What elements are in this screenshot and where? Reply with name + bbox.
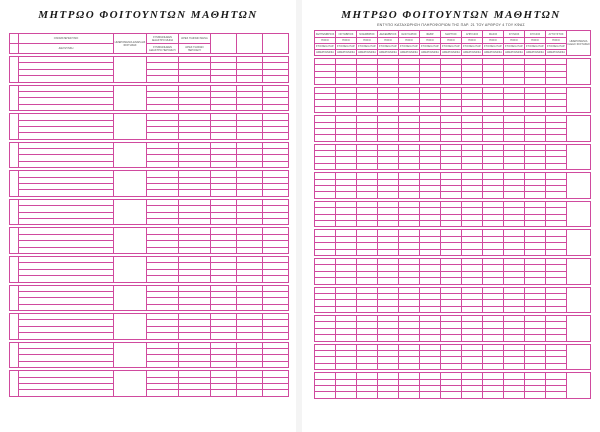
month-sub-details: ΣΤΟΙΧΕΙΑ ΠΑΡ. [462, 45, 482, 48]
month-sub-details: ΣΤΟΙΧΕΙΑ ΠΑΡ. [336, 45, 356, 48]
month-sub-details: ΣΤΟΙΧΕΙΑ ΠΑΡ. [504, 45, 524, 48]
right-register-body [315, 56, 591, 399]
entry-cell[interactable] [114, 85, 147, 111]
month-sub-date: ΗΜΕΡΟΜΗΝΙΑ [421, 51, 439, 54]
payment-cell[interactable] [441, 392, 462, 398]
month-header: ΙΑΝΟΥΑΡΙΟΣ [399, 31, 420, 38]
entry-cell[interactable] [114, 199, 147, 225]
col-header-end-date: ΗΜΕΡΟΜΗΝΙΑ ΛΗΞΗΣ ΦΟΙΤΗΣΗΣ [567, 31, 591, 56]
col-header-blank-3 [263, 34, 289, 54]
month-header: ΟΚΤΩΒΡΙΟΣ [336, 31, 357, 38]
end-date-cell[interactable] [567, 316, 591, 342]
month-sub-amount: ΠΟΣΟ [399, 38, 420, 44]
right-register-head [315, 31, 591, 56]
end-date-cell[interactable] [567, 173, 591, 199]
month-sub-amount: ΠΟΣΟ [315, 38, 336, 44]
payment-cell[interactable] [315, 392, 336, 398]
col-header-lessons-month: ΩΡΕΣ ΓΙΑΦΙΩΝ ΜΗΝΑ [179, 34, 211, 44]
month-sub-date: ΗΜΕΡΟΜΗΝΙΑ [358, 51, 376, 54]
month-sub-amount: ΠΟΣΟ [504, 38, 525, 44]
col-header-aa [10, 34, 19, 44]
month-sub-amount: ΠΟΣΟ [546, 38, 567, 44]
col-header-agreed-month: ΣΥΜΦΩΝΗΘΕΝ ΔΙΔΑΚΤΡΟ ΜΗΝΑ [147, 34, 179, 44]
entry-cell[interactable] [211, 390, 237, 396]
month-header: ΔΕΚΕΜΒΡΙΟΣ [378, 31, 399, 38]
month-header: ΜΑΙΟΣ [483, 31, 504, 38]
col-subheader-lessons-period: ΩΡΕΣ ΓΙΑΦΙΩΝ ΠΕΡΙΟΔΟΥ [179, 44, 211, 54]
month-sub-date: ΗΜΕΡΟΜΗΝΙΑ [337, 51, 355, 54]
entry-cell[interactable] [114, 285, 147, 311]
record-number-cell[interactable] [10, 171, 19, 197]
month-header: ΑΥΓΟΥΣΤΟΣ [546, 31, 567, 38]
end-date-cell[interactable] [567, 344, 591, 370]
month-sub-date: ΗΜΕΡΟΜΗΝΙΑ [484, 51, 502, 54]
record-number-cell[interactable] [10, 85, 19, 111]
col-header-blank-2 [237, 34, 263, 54]
entry-cell[interactable] [237, 390, 263, 396]
payment-cell[interactable] [504, 392, 525, 398]
entry-cell[interactable] [114, 256, 147, 282]
payment-cell[interactable] [420, 392, 441, 398]
end-date-cell[interactable] [567, 373, 591, 399]
end-date-cell[interactable] [567, 87, 591, 113]
record-line [10, 390, 289, 396]
payment-cell[interactable] [483, 392, 504, 398]
month-sub-details: ΣΤΟΙΧΕΙΑ ΠΑΡ. [546, 45, 566, 48]
end-date-cell[interactable] [567, 59, 591, 85]
month-header: ΝΟΕΜΒΡΙΟΣ [357, 31, 378, 38]
entry-cell[interactable] [114, 57, 147, 83]
payment-cell[interactable] [462, 392, 483, 398]
right-page [302, 0, 600, 432]
month-sub-details: ΣΤΟΙΧΕΙΑ ΠΑΡ. [378, 45, 398, 48]
month-sub-amount: ΠΟΣΟ [483, 38, 504, 44]
payment-cell[interactable] [336, 392, 357, 398]
month-sub-amount: ΠΟΣΟ [525, 38, 546, 44]
month-header: ΙΟΥΛΙΟΣ [525, 31, 546, 38]
month-sub-details: ΣΤΟΙΧΕΙΑ ΠΑΡ. [357, 45, 377, 48]
month-sub-amount: ΠΟΣΟ [357, 38, 378, 44]
left-page-title: ΜΗΤΡΩΟ ΦΟΙΤΟΥΝΤΩΝ ΜΑΘΗΤΩΝ [38, 9, 258, 21]
col-header-enrollment: ΗΜΕΡΟΜΗΝΙΑ ΕΝΑΡΞΗΣ ΦΟΙΤΗΣΗΣ [114, 34, 147, 54]
month-sub-details: ΣΤΟΙΧΕΙΑ ΠΑΡ. [420, 45, 440, 48]
payment-cell[interactable] [378, 392, 399, 398]
payment-cell[interactable] [399, 392, 420, 398]
record-number-cell[interactable] [10, 228, 19, 254]
month-header: ΑΠΡΙΛΙΟΣ [462, 31, 483, 38]
end-date-cell[interactable] [567, 258, 591, 284]
col-subheader-agreed-period: ΣΥΜΦΩΝΗΘΕΝ ΔΙΔΑΚΤΡΟ ΠΕΡΙΟΔΟΥ [147, 44, 179, 54]
entry-cell[interactable] [19, 390, 114, 396]
entry-cell[interactable] [179, 390, 211, 396]
month-sub-amount: ΠΟΣΟ [462, 38, 483, 44]
month-header: ΙΟΥΝΙΟΣ [504, 31, 525, 38]
entry-cell[interactable] [263, 390, 289, 396]
right-page-title: ΜΗΤΡΩΟ ΦΟΙΤΟΥΝΤΩΝ ΜΑΘΗΤΩΝ [341, 9, 561, 21]
month-sub-date: ΗΜΕΡΟΜΗΝΙΑ [547, 51, 565, 54]
col-subheader-address: ΔΙΕΥΘΥΝΣΗ [19, 44, 114, 54]
entry-cell[interactable] [114, 142, 147, 168]
left-header-row [10, 34, 289, 44]
record-number-cell[interactable] [10, 142, 19, 168]
month-header: ΦΕΒΡ. [420, 31, 441, 38]
month-sub-details: ΣΤΟΙΧΕΙΑ ΠΑΡ. [525, 45, 545, 48]
month-sub-details: ΣΤΟΙΧΕΙΑ ΠΑΡ. [483, 45, 503, 48]
month-sub-amount: ΠΟΣΟ [336, 38, 357, 44]
payment-cell[interactable] [546, 392, 567, 398]
end-date-cell[interactable] [567, 116, 591, 142]
record-line [315, 392, 591, 398]
right-header-row-months [315, 31, 591, 38]
month-sub-date: ΗΜΕΡΟΜΗΝΙΑ [379, 51, 397, 54]
record-number-cell[interactable] [10, 114, 19, 140]
record-number-cell[interactable] [10, 285, 19, 311]
month-sub-date: ΗΜΕΡΟΜΗΝΙΑ [526, 51, 544, 54]
left-register-body [10, 54, 289, 397]
right-page-subtitle: ΕΝΤΥΠΟ ΚΑΤΑΧΩΡΗΣΗ ΠΛΗΡΟΦΟΡΙΩΝ ΤΗΣ ΠΑΡ. 21 ΤΟΥ ΑΡΘΡΟΥ 4 ΤΟΥ ΚΦΑΣ [377, 23, 525, 27]
entry-cell[interactable] [114, 114, 147, 140]
entry-cell[interactable] [114, 314, 147, 340]
record-number-cell[interactable] [10, 57, 19, 83]
month-sub-amount: ΠΟΣΟ [420, 38, 441, 44]
col-header-blank-1 [211, 34, 237, 54]
record-number-cell[interactable] [10, 342, 19, 368]
month-sub-date: ΗΜΕΡΟΜΗΝΙΑ [463, 51, 481, 54]
record-number-cell[interactable] [10, 256, 19, 282]
entry-cell[interactable] [114, 342, 147, 368]
col-subheader-aa [10, 44, 19, 54]
payment-cell[interactable] [525, 392, 546, 398]
col-header-name: ΟΝΟΜΑΤΕΠΩΝΥΜΟ [19, 34, 114, 44]
left-register-table [9, 33, 289, 397]
record-number-cell[interactable] [10, 314, 19, 340]
end-date-cell[interactable] [567, 144, 591, 170]
entry-cell[interactable] [114, 371, 147, 397]
month-sub-amount: ΠΟΣΟ [441, 38, 462, 44]
left-page [0, 0, 296, 432]
entry-cell[interactable] [114, 171, 147, 197]
entry-cell[interactable] [114, 228, 147, 254]
month-sub-date: ΗΜΕΡΟΜΗΝΙΑ [316, 51, 334, 54]
end-date-cell[interactable] [567, 230, 591, 256]
month-sub-details: ΣΤΟΙΧΕΙΑ ΠΑΡ. [315, 45, 335, 48]
record-number-cell[interactable] [10, 371, 19, 397]
month-sub-details: ΣΤΟΙΧΕΙΑ ΠΑΡ. [441, 45, 461, 48]
month-header: ΜΑΡΤΙΟΣ [441, 31, 462, 38]
month-sub-date: ΗΜΕΡΟΜΗΝΙΑ [505, 51, 523, 54]
end-date-cell[interactable] [567, 287, 591, 313]
month-sub-amount: ΠΟΣΟ [378, 38, 399, 44]
month-sub-date: ΗΜΕΡΟΜΗΝΙΑ [400, 51, 418, 54]
entry-cell[interactable] [147, 390, 179, 396]
month-sub-details: ΣΤΟΙΧΕΙΑ ΠΑΡ. [399, 45, 419, 48]
payment-cell[interactable] [357, 392, 378, 398]
end-date-cell[interactable] [567, 201, 591, 227]
month-sub-date: ΗΜΕΡΟΜΗΝΙΑ [442, 51, 460, 54]
right-register-table [314, 30, 591, 399]
month-header: ΣΕΠΤΕΜΒΡΙΟΣ [315, 32, 335, 36]
record-number-cell[interactable] [10, 199, 19, 225]
